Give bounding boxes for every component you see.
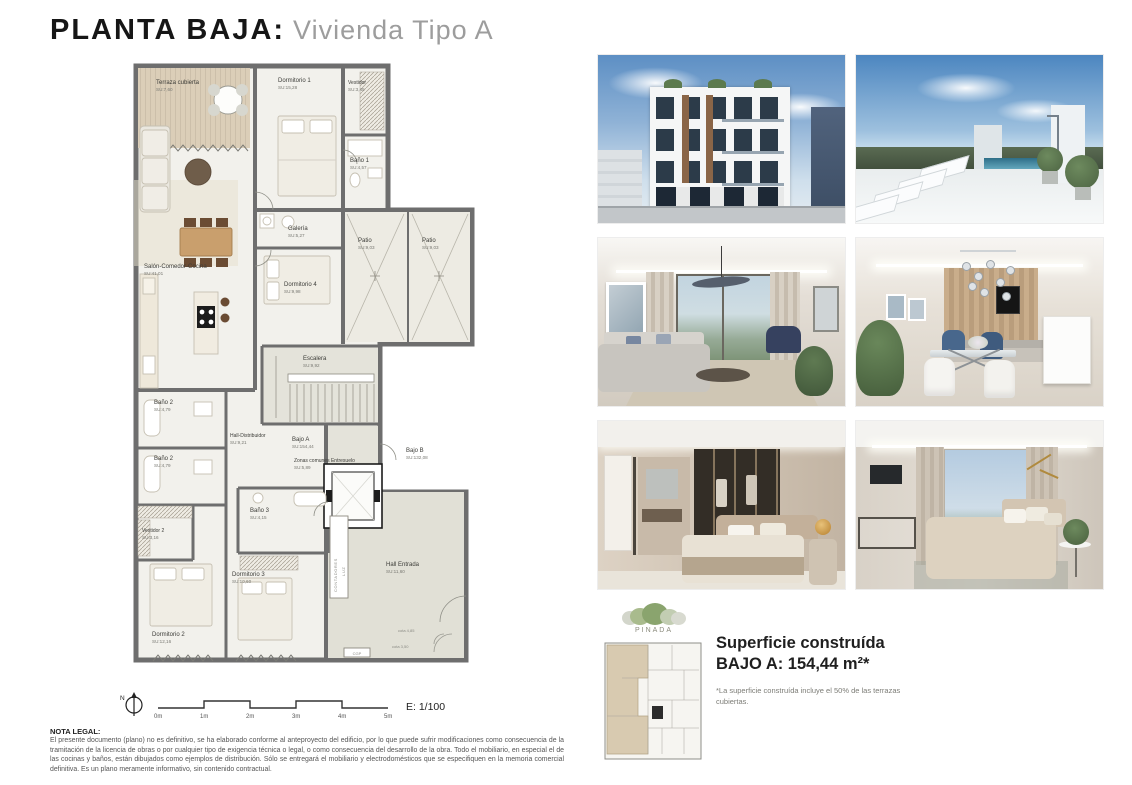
balcony-rail — [722, 119, 784, 122]
photo-rooftop-terrace — [856, 55, 1103, 223]
room-area: SU:10,60 — [232, 579, 252, 584]
room-label: Baño 3 — [250, 508, 270, 514]
scale-bar-drawing — [118, 688, 462, 722]
cgp-label: CGP — [352, 651, 362, 656]
chandelier-bulb — [974, 272, 983, 281]
room-label: Dormitorio 4 — [284, 282, 317, 288]
scale-tick: 0m — [154, 714, 163, 720]
room-area: SU:154,44 — [292, 444, 314, 449]
chandelier-bulb — [962, 262, 971, 271]
room-area: SU:9,92 — [303, 363, 320, 368]
hanging-clothes — [746, 475, 757, 505]
street — [598, 206, 845, 223]
wood-accent — [706, 95, 713, 183]
coffee-table — [696, 368, 750, 382]
pillow — [1004, 509, 1026, 523]
legal-heading: NOTA LEGAL: — [50, 727, 101, 736]
building-facade — [650, 87, 790, 208]
meters-label-line1: CONTADORES — [333, 558, 338, 592]
balcony-rail — [722, 151, 784, 154]
chandelier-bulb — [980, 288, 989, 297]
summary-footnote: *La superficie construída incluye el 50% de las terrazas cubiertas. — [716, 686, 901, 707]
shower-arm — [1047, 115, 1059, 117]
ceiling-cove-light — [876, 264, 1083, 267]
wall-tv — [870, 465, 902, 484]
room-label: Dormitorio 1 — [278, 78, 311, 84]
blanket — [682, 557, 804, 575]
room-label: Vestidor 2 — [142, 528, 165, 534]
location-label: PINADA — [634, 627, 674, 634]
white-cabinet — [1043, 316, 1091, 384]
coffee-table — [185, 159, 211, 185]
tree-icon — [671, 612, 686, 625]
legal-note — [50, 727, 564, 775]
pendant-cord — [721, 246, 722, 279]
room-label: Bajo A — [292, 437, 310, 443]
glass-dining-table — [930, 350, 1016, 357]
room-label: Baño 2 — [154, 400, 174, 406]
room-label: Salón-Comedor-Cocina — [144, 264, 207, 270]
room-label: Patio — [358, 238, 372, 244]
scale-tick: 2m — [246, 714, 255, 720]
room-label: Escalera — [303, 356, 327, 362]
outdoor-shower — [1057, 115, 1059, 151]
planter — [1037, 147, 1063, 173]
photo-dining-kitchen — [856, 238, 1103, 406]
scale-tick: 5m — [384, 714, 393, 720]
chandelier-bulb — [996, 278, 1005, 287]
room-area: SU:9,21 — [230, 440, 247, 445]
scale-ratio: E: 1/100 — [406, 701, 446, 713]
title-sub: Vivienda Tipo A — [293, 15, 494, 45]
plant — [795, 346, 833, 396]
flower-vase — [968, 336, 988, 349]
ground-floor-openings — [656, 187, 784, 208]
room-area: SU:5,27 — [288, 233, 305, 238]
chandelier-bulb — [968, 282, 977, 291]
chandelier-bar — [960, 250, 1016, 252]
cota-upper: cota 4,85 — [398, 628, 415, 633]
room-area: SU:11,60 — [386, 569, 405, 574]
chandelier-bulb — [1002, 292, 1011, 301]
room-label: Dormitorio 2 — [152, 632, 185, 638]
roof-plant — [708, 79, 726, 88]
neighbor-building-left — [598, 150, 642, 208]
room-area: SU:4,57 — [350, 165, 367, 170]
blue-armchair — [766, 326, 801, 353]
summary-line2: BAJO A: 154,44 m²* — [716, 654, 870, 673]
scale-tick: 4m — [338, 714, 347, 720]
dining-table — [180, 228, 232, 256]
room-area: SU:5,89 — [294, 465, 311, 470]
north-arrow-icon — [120, 692, 142, 716]
glass-partition — [633, 457, 636, 555]
chandelier-bulb — [1006, 266, 1015, 275]
room-area: SU:7,60 — [156, 87, 173, 92]
white-chair — [924, 358, 955, 396]
tree-row-icon — [602, 601, 706, 625]
room-area: SU:9,98 — [284, 289, 301, 294]
shower-bath1 — [348, 140, 382, 156]
location-key — [602, 601, 706, 634]
room-label: Baño 2 — [154, 456, 174, 462]
window-row — [656, 97, 784, 119]
roof-plant — [664, 79, 682, 88]
room-label: Patio — [422, 238, 436, 244]
summary-line1: Superficie construída — [716, 634, 885, 652]
room-area: SU:12,16 — [152, 639, 172, 644]
ceiling — [598, 421, 845, 447]
title-main: PLANTA BAJA: — [50, 14, 286, 46]
legal-body: El presente documento (plano) no es definitivo, se ha elaborado conforme al anteproyecto del edificio, por lo que puede sufrir modificaciones como consecuencia de la tramitación de la licencia de obras o por cualquier tipo de exigencia técnica o legal, o como consecuencia del desarrollo de la obra. Todo el mobiliario, en especial el de las cocinas y baños, están dibujados como ejemplos de distribución. Sólo se entregará el mobiliario y electrodomésticos que se especifiquen en la memoria comercial definitiva. Es un plano meramente informativo, sin contenido contractual. — [50, 737, 564, 773]
window-mullion — [722, 276, 724, 360]
room-area: SU:4,79 — [154, 407, 171, 412]
hanging-clothes — [716, 479, 727, 507]
planter — [1065, 155, 1099, 189]
room-label: Terraza cubierta — [156, 80, 200, 86]
plant — [856, 320, 904, 396]
bed — [926, 517, 1056, 579]
room-area: SU:15,28 — [278, 85, 298, 90]
room-area: SU:9,03 — [358, 245, 375, 250]
room-label: Baño 1 — [350, 158, 370, 164]
door — [604, 455, 632, 551]
page-title — [50, 14, 494, 47]
floor-plan-drawing — [98, 60, 480, 684]
photo-gallery — [598, 55, 1103, 589]
side-table-leg — [1075, 547, 1077, 577]
roof-plant — [754, 79, 772, 88]
mirror — [813, 286, 839, 332]
surface-summary — [716, 633, 931, 708]
window-row — [656, 129, 784, 151]
room-label: Hall-Distribuidor — [230, 433, 266, 439]
bedside-pedestal — [809, 539, 837, 585]
console-table — [858, 517, 916, 549]
keyplan-elevator — [652, 706, 663, 719]
room-label: Bajo B — [406, 448, 424, 454]
plant-pot — [1075, 187, 1091, 200]
photo-bedroom-walkin-closet — [598, 421, 845, 589]
wall-art — [886, 294, 906, 320]
wood-accent — [682, 95, 689, 183]
pillow — [1044, 513, 1062, 525]
plant — [1063, 519, 1089, 545]
ceiling — [856, 421, 1103, 447]
key-plan-drawing — [602, 640, 704, 762]
photo-bedroom-view — [856, 421, 1103, 589]
bathroom-mirror — [646, 469, 678, 499]
room-area: SU:41,01 — [144, 271, 164, 276]
north-label: N — [120, 695, 125, 702]
room-label: Galería — [288, 226, 308, 232]
room-label: Hall Entrada — [386, 562, 420, 568]
cota-lower: cota 3,50 — [392, 644, 409, 649]
room-area: SU:4,79 — [154, 463, 171, 468]
sofa — [598, 344, 710, 392]
vanity-unit — [642, 509, 682, 522]
room-label: Zonas comunes Entresuelo — [294, 458, 355, 464]
photo-building-exterior — [598, 55, 845, 223]
room-area: SU:3,16 — [142, 535, 159, 540]
key-plan — [602, 640, 704, 762]
room-label: Dormitorio 3 — [232, 572, 265, 578]
white-chair — [984, 360, 1015, 398]
room-area: SU:4,15 — [250, 515, 267, 520]
floor-plan — [98, 60, 480, 684]
room-area: SU:3,45 — [348, 87, 365, 92]
balcony-rail — [722, 183, 784, 186]
graphic-scale — [154, 701, 445, 720]
gold-table-lamp — [815, 519, 831, 535]
scale-tick: 1m — [200, 714, 209, 720]
scale-bar-block — [118, 688, 462, 722]
meters-label-line2: LUZ — [341, 566, 346, 576]
neighbor-building-right — [811, 107, 845, 208]
window-row — [656, 161, 784, 183]
room-area: SU:132,08 — [406, 455, 428, 460]
scale-tick: 3m — [292, 714, 301, 720]
room-label: Vestidor — [348, 80, 367, 86]
wall-art — [908, 298, 926, 321]
plant-pot — [1042, 171, 1058, 184]
chandelier-bulb — [986, 260, 995, 269]
room-area: SU:9,03 — [422, 245, 439, 250]
photo-living-room — [598, 238, 845, 406]
